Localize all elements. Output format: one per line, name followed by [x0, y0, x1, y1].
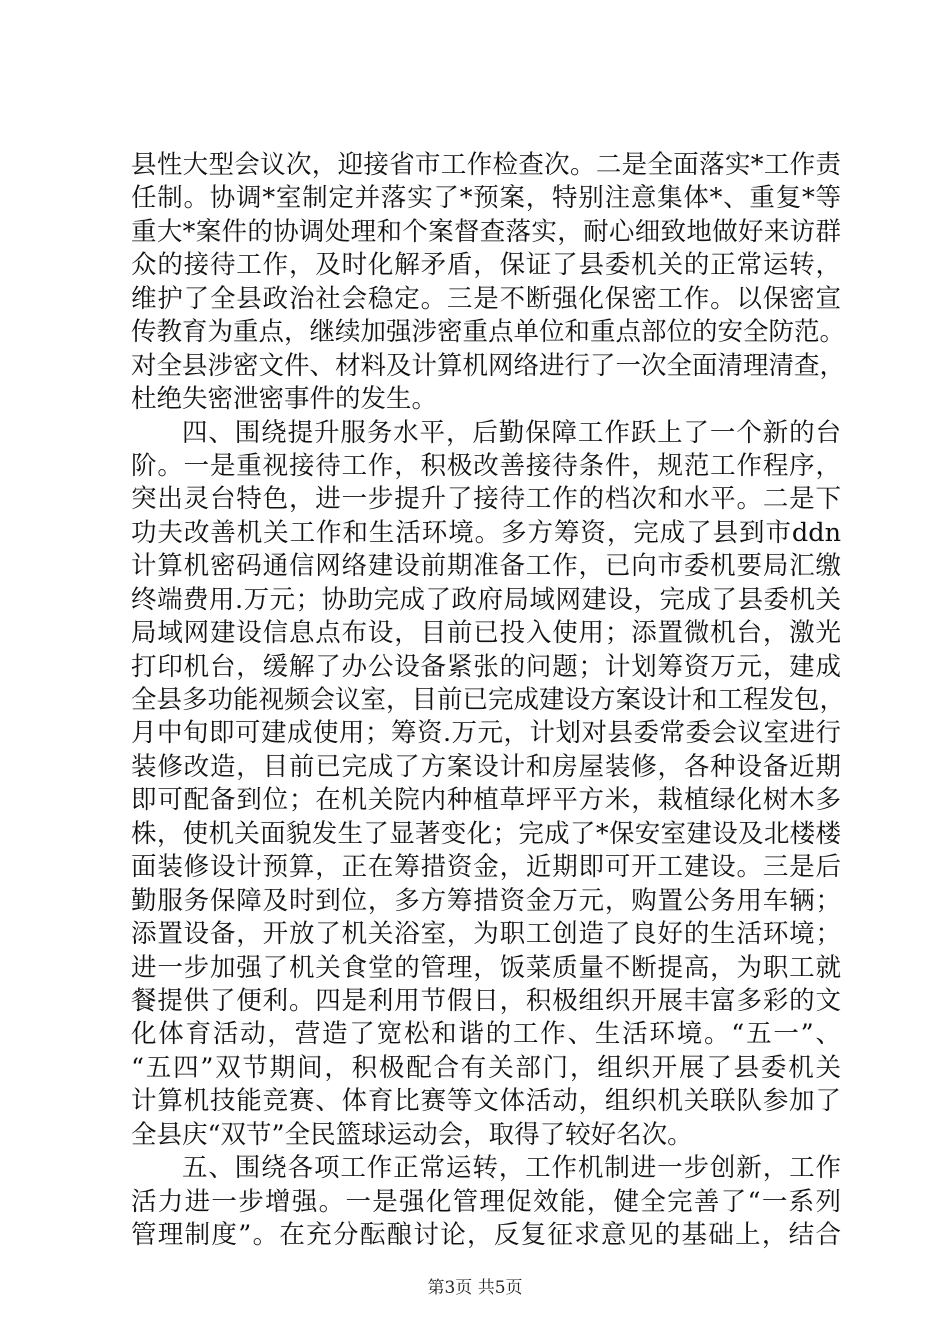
text-line: 任制。协调*室制定并落实了*预案，特别注意集体*、重复*等 — [131, 183, 841, 214]
text-line: 四、围绕提升服务水平，后勤保障工作跃上了一个新的台 — [182, 417, 841, 448]
text-line: 面装修设计预算，正在筹措资金，近期即可开工建设。三是后 — [131, 852, 841, 883]
text-line: 对全县涉密文件、材料及计算机网络进行了一次全面清理清查， — [131, 350, 846, 381]
text-line: 县性大型会议次，迎接省市工作检查次。二是全面落实*工作责 — [131, 150, 841, 180]
text-line: 众的接待工作，及时化解矛盾，保证了县委机关的正常运转， — [131, 250, 841, 281]
text-line: 计算机技能竞赛、体育比赛等文体活动，组织机关联队参加了 — [131, 1086, 841, 1117]
text-line: 维护了全县政治社会稳定。三是不断强化保密工作。以保密宣 — [131, 283, 841, 314]
text-line: 计算机密码通信网络建设前期准备工作，已向市委机要局汇缴 — [131, 551, 841, 582]
text-line: 传教育为重点，继续加强涉密重点单位和重点部位的安全防范。 — [131, 317, 846, 348]
paragraph — [131, 1152, 841, 1252]
paragraph — [131, 417, 846, 1153]
text-line: 株，使机关面貌发生了显著变化；完成了*保安室建设及北楼楼 — [131, 818, 841, 849]
text-line: “五四”双节期间，积极配合有关部门，组织开展了县委机关 — [131, 1052, 841, 1083]
text-line: 重大*案件的协调处理和个案督查落实，耐心细致地做好来访群 — [131, 216, 841, 247]
text-line: 即可配备到位；在机关院内种植草坪平方米，栽植绿化树木多 — [131, 785, 841, 816]
text-line: 全县庆“双节”全民篮球运动会，取得了较好名次。 — [131, 1119, 693, 1150]
text-line: 突出灵台特色，进一步提升了接待工作的档次和水平。二是下 — [131, 484, 841, 515]
text-line: 化体育活动，营造了宽松和谐的工作、生活环境。“五一”、 — [131, 1019, 841, 1050]
paragraph — [131, 149, 846, 417]
text-line: 勤服务保障及时到位，多方筹措资金万元，购置公务用车辆； — [131, 885, 841, 916]
text-line: 全县多功能视频会议室，目前已完成建设方案设计和工程发包， — [131, 685, 846, 715]
text-line: 进一步加强了机关食堂的管理，饭菜质量不断提高，为职工就 — [131, 952, 841, 983]
text-line: 五、围绕各项工作正常运转，工作机制进一步创新，工作 — [182, 1153, 841, 1184]
text-line: 月中旬即可建成使用；筹资.万元，计划对县委常委会议室进行 — [131, 718, 841, 749]
text-line: 终端费用.万元；协助完成了政府局域网建设，完成了县委机关 — [131, 584, 841, 615]
text-line: 餐提供了便利。四是利用节假日，积极组织开展丰富多彩的文 — [131, 985, 841, 1016]
text-line: 功夫改善机关工作和生活环境。多方筹资，完成了县到市ddn — [131, 517, 841, 548]
text-line: 局域网建设信息点布设，目前已投入使用；添置微机台，激光 — [131, 618, 841, 649]
text-line: 装修改造，目前已完成了方案设计和房屋装修，各种设备近期 — [131, 751, 841, 782]
text-line: 添置设备，开放了机关浴室，为职工创造了良好的生活环境； — [131, 919, 841, 950]
text-line: 打印机台，缓解了办公设备紧张的问题；计划筹资万元，建成 — [131, 651, 841, 682]
document-body — [131, 149, 846, 1252]
text-line: 管理制度”。在充分酝酿讨论，反复征求意见的基础上，结合 — [131, 1220, 841, 1250]
text-line: 阶。一是重视接待工作，积极改善接待条件，规范工作程序， — [131, 450, 841, 481]
text-line: 活力进一步增强。一是强化管理促效能，健全完善了“一系列 — [131, 1186, 841, 1217]
text-line: 杜绝失密泄密事件的发生。 — [131, 384, 438, 415]
page-footer: 第3页 共5页 — [427, 1278, 523, 1298]
